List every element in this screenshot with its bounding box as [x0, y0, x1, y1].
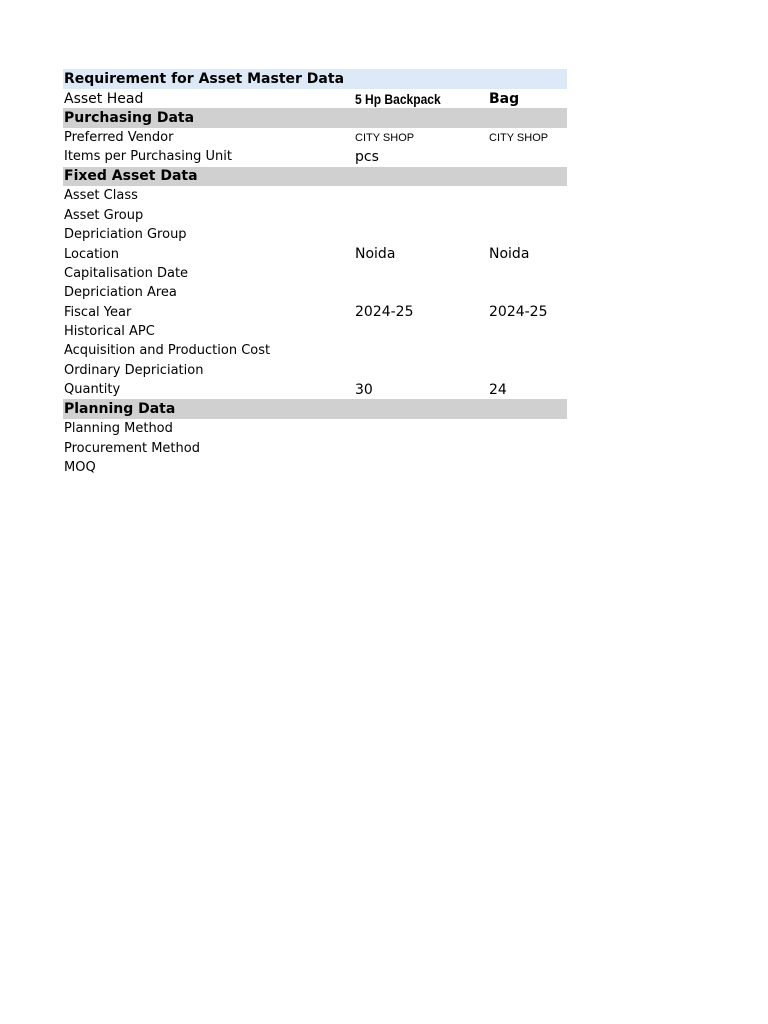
- label-asset-class: Asset Class: [64, 188, 138, 204]
- label-planning-method: Planning Method: [64, 421, 173, 437]
- section-heading-planning: Planning Data: [64, 401, 176, 418]
- label-asset-group: Asset Group: [64, 207, 144, 223]
- section-heading-purchasing: Purchasing Data: [64, 110, 195, 127]
- quantity-item-a: 30: [355, 381, 373, 398]
- sheet-title-row: [63, 69, 567, 89]
- row-asset-group: [63, 206, 567, 225]
- quantity-item-b: 24: [489, 381, 507, 398]
- label-depriciation-area: Depriciation Area: [64, 285, 177, 301]
- row-procurement-method: [63, 438, 567, 457]
- section-planning: [63, 399, 567, 419]
- row-acquisition-cost: [63, 341, 567, 360]
- preferred-vendor-item-a: CITY SHOP: [355, 131, 415, 144]
- fiscal-year-item-b: 2024-25: [489, 304, 548, 321]
- label-preferred-vendor: Preferred Vendor: [64, 130, 174, 146]
- section-fixed-asset: [63, 167, 567, 187]
- sheet-title: Requirement for Asset Master Data: [64, 71, 345, 87]
- label-moq: MOQ: [64, 459, 96, 475]
- label-depriciation-group: Depriciation Group: [64, 227, 187, 243]
- label-fiscal-year: Fiscal Year: [64, 304, 132, 320]
- row-moq: [63, 458, 567, 477]
- items-per-unit-item-a: pcs: [355, 148, 379, 165]
- label-procurement-method: Procurement Method: [64, 440, 200, 456]
- location-item-b: Noida: [489, 246, 530, 263]
- row-items-per-unit: [63, 147, 567, 166]
- row-asset-class: [63, 186, 567, 205]
- row-depriciation-group: [63, 225, 567, 244]
- row-fiscal-year: [63, 303, 567, 322]
- preferred-vendor-item-b: CITY SHOP: [489, 131, 549, 144]
- row-depriciation-area: [63, 283, 567, 302]
- asset-master-sheet: [63, 69, 567, 477]
- label-ordinary-depriciation: Ordinary Depriciation: [64, 362, 204, 378]
- row-historical-apc: [63, 322, 567, 341]
- asset-head-item-a: 5 Hp Backpack: [355, 90, 441, 107]
- row-preferred-vendor: [63, 128, 567, 147]
- label-asset-head: Asset Head: [64, 90, 144, 107]
- row-ordinary-depriciation: [63, 361, 567, 380]
- label-location: Location: [64, 246, 119, 262]
- row-location: [63, 244, 567, 263]
- asset-head-item-b: Bag: [489, 90, 520, 107]
- label-quantity: Quantity: [64, 382, 121, 398]
- row-asset-head: [63, 89, 567, 108]
- fiscal-year-item-a: 2024-25: [355, 304, 414, 321]
- label-capitalisation-date: Capitalisation Date: [64, 265, 189, 281]
- location-item-a: Noida: [355, 246, 396, 263]
- section-purchasing: [63, 108, 567, 128]
- label-acquisition-cost: Acquisition and Production Cost: [64, 343, 271, 359]
- row-quantity: [63, 380, 567, 399]
- row-planning-method: [63, 419, 567, 438]
- label-items-per-unit: Items per Purchasing Unit: [64, 149, 232, 165]
- row-capitalisation-date: [63, 264, 567, 283]
- section-heading-fixed-asset: Fixed Asset Data: [64, 168, 198, 185]
- label-historical-apc: Historical APC: [64, 324, 155, 340]
